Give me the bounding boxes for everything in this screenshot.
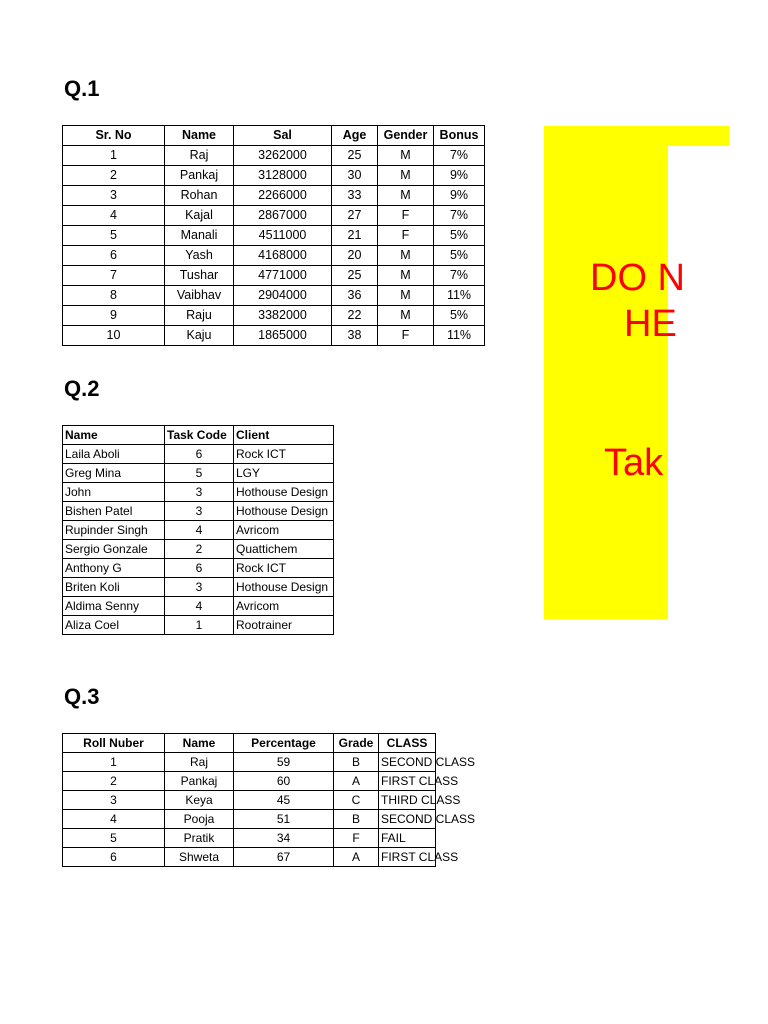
q2-table-cell: Sergio Gonzale: [63, 540, 165, 559]
q1-table-cell: 25: [332, 266, 378, 286]
q3-header-cell: Grade: [334, 734, 379, 753]
q3-header-cell: Name: [165, 734, 234, 753]
q2-table-cell: Bishen Patel: [63, 502, 165, 521]
q2-table-row: [63, 616, 334, 635]
q2-table-row: [63, 559, 334, 578]
q1-table-cell: 20: [332, 246, 378, 266]
q1-table-cell: 3382000: [234, 306, 332, 326]
q1-table-cell: 1865000: [234, 326, 332, 346]
q1-table-row: [63, 246, 485, 266]
q3-table-cell: B: [334, 810, 379, 829]
q1-table-cell: 3262000: [234, 146, 332, 166]
q3-table-cell: C: [334, 791, 379, 810]
q3-table-cell: FAIL: [379, 829, 436, 848]
q2-table-cell: Laila Aboli: [63, 445, 165, 464]
q2-table-cell: Aliza Coel: [63, 616, 165, 635]
q1-header-cell: Age: [332, 126, 378, 146]
note-line-2: HE: [624, 303, 677, 345]
q1-table-cell: 33: [332, 186, 378, 206]
q1-table-row: [63, 326, 485, 346]
q3-table-cell: 45: [234, 791, 334, 810]
q3-table-cell: Raj: [165, 753, 234, 772]
q2-table-cell: Rock ICT: [234, 445, 334, 464]
q3-table-cell: FIRST CLASS: [379, 848, 436, 867]
q3-table-cell: SECOND CLASS: [379, 810, 436, 829]
q2-table-cell: Avricom: [234, 521, 334, 540]
q1-table-cell: 11%: [434, 326, 485, 346]
q2-table-cell: 6: [165, 559, 234, 578]
q1-table-cell: M: [378, 266, 434, 286]
q2-table-cell: 2: [165, 540, 234, 559]
q1-table-cell: 6: [63, 246, 165, 266]
q1-table-cell: 5%: [434, 246, 485, 266]
q2-table-row: [63, 521, 334, 540]
q3-table-row: [63, 848, 436, 867]
q1-table-cell: 2867000: [234, 206, 332, 226]
q1-header-cell: Bonus: [434, 126, 485, 146]
q1-header-cell: Sr. No: [63, 126, 165, 146]
q3-table-cell: Keya: [165, 791, 234, 810]
q3-table-cell: 2: [63, 772, 165, 791]
q1-table-cell: 1: [63, 146, 165, 166]
q2-header-cell: Task Code: [165, 426, 234, 445]
q3-table-cell: 1: [63, 753, 165, 772]
q1-header-cell: Gender: [378, 126, 434, 146]
q1-table-cell: 4511000: [234, 226, 332, 246]
q1-table-cell: Raj: [165, 146, 234, 166]
q1-table-cell: 4771000: [234, 266, 332, 286]
q2-header-cell: Client: [234, 426, 334, 445]
q2-table-cell: Hothouse Design: [234, 578, 334, 597]
q3-table-row: [63, 753, 436, 772]
q2-table-cell: 1: [165, 616, 234, 635]
q3-table-cell: 67: [234, 848, 334, 867]
q1-table-cell: Vaibhav: [165, 286, 234, 306]
q2-body: [63, 445, 334, 635]
q3-table-row: [63, 829, 436, 848]
q3-table-row: [63, 810, 436, 829]
q2-header-cell: Name: [63, 426, 165, 445]
q1-table-cell: 27: [332, 206, 378, 226]
q3-table-cell: A: [334, 848, 379, 867]
q1-table-cell: 5: [63, 226, 165, 246]
q1-table-cell: Kaju: [165, 326, 234, 346]
q3-table-cell: B: [334, 753, 379, 772]
q1-table-row: [63, 146, 485, 166]
q1-table-cell: 10: [63, 326, 165, 346]
q2-table-cell: 3: [165, 483, 234, 502]
q2-table-cell: 6: [165, 445, 234, 464]
q1-table-cell: 9%: [434, 166, 485, 186]
q3-table-row: [63, 791, 436, 810]
q1-table-cell: M: [378, 166, 434, 186]
q1-table-cell: 3: [63, 186, 165, 206]
q2-table-cell: Aldima Senny: [63, 597, 165, 616]
q3-table-cell: Shweta: [165, 848, 234, 867]
q2-table-cell: Rock ICT: [234, 559, 334, 578]
q2-table-row: [63, 540, 334, 559]
q3-table-cell: F: [334, 829, 379, 848]
q3-table-cell: SECOND CLASS: [379, 753, 436, 772]
q1-table-cell: Tushar: [165, 266, 234, 286]
q1-table-cell: Manali: [165, 226, 234, 246]
q1-table-cell: M: [378, 146, 434, 166]
q2-table-cell: Hothouse Design: [234, 483, 334, 502]
q2-table-row: [63, 445, 334, 464]
q2-table-cell: Briten Koli: [63, 578, 165, 597]
q2-table-cell: 3: [165, 502, 234, 521]
q1-table-cell: 8: [63, 286, 165, 306]
q1-table-cell: 22: [332, 306, 378, 326]
q1-table-cell: 4: [63, 206, 165, 226]
q3-table: [62, 733, 476, 867]
q3-table-cell: A: [334, 772, 379, 791]
q3-table-cell: Pooja: [165, 810, 234, 829]
q1-table-cell: 21: [332, 226, 378, 246]
q1-table-cell: 7%: [434, 206, 485, 226]
q1-header-cell: Name: [165, 126, 234, 146]
q3-table-row: [63, 772, 436, 791]
q2-table-cell: 3: [165, 578, 234, 597]
q1-table-cell: 25: [332, 146, 378, 166]
q1-table-cell: 38: [332, 326, 378, 346]
q2-table-cell: Avricom: [234, 597, 334, 616]
q1-table-cell: Raju: [165, 306, 234, 326]
q1-table-cell: 30: [332, 166, 378, 186]
q3-heading: Q.3: [64, 684, 100, 709]
q3-table-cell: 60: [234, 772, 334, 791]
q1-table-row: [63, 186, 485, 206]
q2-table-cell: Rupinder Singh: [63, 521, 165, 540]
q1-table-cell: 2: [63, 166, 165, 186]
q2-table-row: [63, 578, 334, 597]
q1-table-row: [63, 226, 485, 246]
q3-header-cell: CLASS: [379, 734, 436, 753]
q2-heading: Q.2: [64, 376, 100, 401]
q2-table-cell: 4: [165, 597, 234, 616]
q2-table: [62, 425, 334, 635]
q3-table-cell: Pankaj: [165, 772, 234, 791]
q2-table-cell: John: [63, 483, 165, 502]
q2-table-cell: LGY: [234, 464, 334, 483]
q1-table-row: [63, 206, 485, 226]
q3-table-cell: 59: [234, 753, 334, 772]
q1-table-cell: F: [378, 206, 434, 226]
q1-heading: Q.1: [64, 76, 100, 101]
note-band: [668, 126, 729, 146]
q2-table-row: [63, 502, 334, 521]
q3-table-cell: 51: [234, 810, 334, 829]
q2-table-cell: Hothouse Design: [234, 502, 334, 521]
q1-table-cell: 2904000: [234, 286, 332, 306]
q2-table-cell: Anthony G: [63, 559, 165, 578]
q1-table-cell: 9: [63, 306, 165, 326]
q1-table-cell: 2266000: [234, 186, 332, 206]
q3-table-cell: 6: [63, 848, 165, 867]
q3-table-cell: 3: [63, 791, 165, 810]
q1-table-cell: 11%: [434, 286, 485, 306]
q1-table-cell: Rohan: [165, 186, 234, 206]
note-clip: [544, 126, 685, 619]
note-line-3: Tak: [604, 442, 664, 484]
q1-table-cell: M: [378, 286, 434, 306]
q3-table-cell: 34: [234, 829, 334, 848]
q3-table-cell: THIRD CLASS: [379, 791, 436, 810]
q1-table-cell: Yash: [165, 246, 234, 266]
q1-body: [63, 146, 485, 346]
q3-table-cell: 4: [63, 810, 165, 829]
q1-table-cell: 9%: [434, 186, 485, 206]
q1-table-cell: Kajal: [165, 206, 234, 226]
q1-table-cell: F: [378, 326, 434, 346]
q1-header-row: [63, 126, 485, 146]
note-line-1: DO N: [590, 257, 685, 299]
q2-header-row: [63, 426, 334, 445]
q1-table-cell: 4168000: [234, 246, 332, 266]
q2-table-cell: 5: [165, 464, 234, 483]
q2-table-row: [63, 483, 334, 502]
q1-table-cell: 7%: [434, 266, 485, 286]
q3-table-cell: FIRST CLASS: [379, 772, 436, 791]
q1-table-cell: Pankaj: [165, 166, 234, 186]
q3-table-cell: 5: [63, 829, 165, 848]
q1-table-row: [63, 166, 485, 186]
q2-table-row: [63, 464, 334, 483]
q2-table-row: [63, 597, 334, 616]
q3-header-cell: Roll Nuber: [63, 734, 165, 753]
q1-table-cell: 5%: [434, 226, 485, 246]
q1-table-cell: 7%: [434, 146, 485, 166]
q1-table-row: [63, 266, 485, 286]
q1-header-cell: Sal: [234, 126, 332, 146]
q3-header-row: [63, 734, 436, 753]
q2-table-cell: 4: [165, 521, 234, 540]
q1-table-cell: M: [378, 246, 434, 266]
q1-table-row: [63, 286, 485, 306]
q1-table-cell: 36: [332, 286, 378, 306]
q3-header-cell: Percentage: [234, 734, 334, 753]
q3-table-cell: Pratik: [165, 829, 234, 848]
q1-table-cell: F: [378, 226, 434, 246]
q2-table-cell: Greg Mina: [63, 464, 165, 483]
q1-table: [62, 125, 485, 346]
q1-table-row: [63, 306, 485, 326]
q1-table-cell: M: [378, 186, 434, 206]
q2-table-cell: Quattichem: [234, 540, 334, 559]
q1-table-cell: M: [378, 306, 434, 326]
q1-table-cell: 5%: [434, 306, 485, 326]
q1-table-cell: 3128000: [234, 166, 332, 186]
q1-table-cell: 7: [63, 266, 165, 286]
q2-table-cell: Rootrainer: [234, 616, 334, 635]
q3-body: [63, 753, 476, 867]
